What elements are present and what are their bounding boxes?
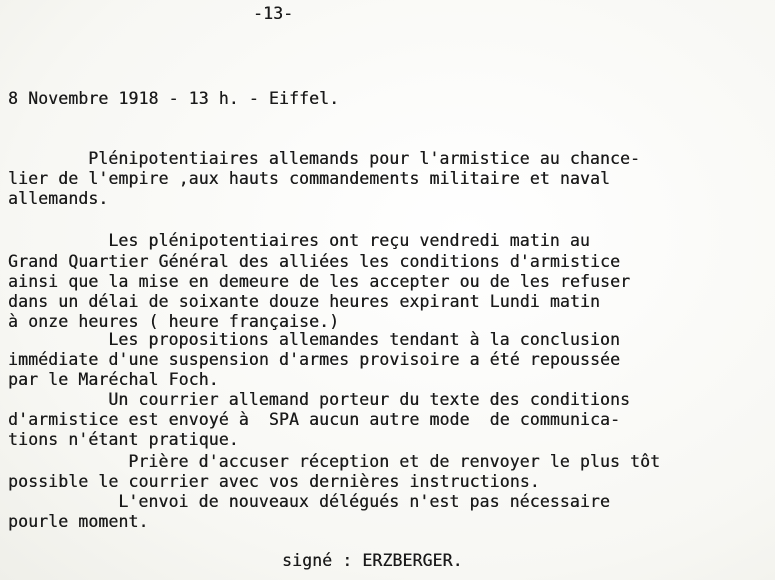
body-line: tions n'étant pratique. xyxy=(8,430,239,449)
body-line: Prière d'accuser réception et de renvoyer le plus tôt xyxy=(38,452,661,471)
body-line: lier de l'empire ,aux hauts commandements militaire et naval xyxy=(8,169,611,188)
body-line: Un courrier allemand porteur du texte des conditions xyxy=(28,390,631,409)
body-line: ainsi que la mise en demeure de les accepter ou de les refuser xyxy=(8,272,631,291)
body-line: Les plénipotentiaires ont reçu vendredi matin au xyxy=(28,231,590,250)
body-line: d'armistice est envoyé à SPA aucun autre mode de communica- xyxy=(8,410,621,429)
body-line: L'envoi de nouveaux délégués n'est pas nécessaire xyxy=(38,492,610,511)
page-number: -13- xyxy=(253,4,294,23)
body-line: dans un délai de soixante douze heures expirant Lundi matin xyxy=(8,292,600,311)
body-line: Plénipotentiaires allemands pour l'armistice au chance- xyxy=(38,149,641,168)
body-line: possible le courrier avec vos dernières instructions. xyxy=(8,472,540,491)
body-line: Les propositions allemandes tendant à la conclusion xyxy=(28,330,620,349)
body-line: immédiate d'une suspension d'armes provisoire a été repoussée xyxy=(8,350,621,369)
body-line: pourle moment. xyxy=(8,512,149,531)
header-line: 8 Novembre 1918 - 13 h. - Eiffel. xyxy=(8,89,340,108)
body-line: allemands. xyxy=(8,189,109,208)
signature: signé : ERZBERGER. xyxy=(282,551,463,570)
body-line: par le Maréchal Foch. xyxy=(8,370,219,389)
body-line: Grand Quartier Général des alliées les conditions d'armistice xyxy=(8,252,621,271)
body-line: à onze heures ( heure française.) xyxy=(8,312,340,331)
